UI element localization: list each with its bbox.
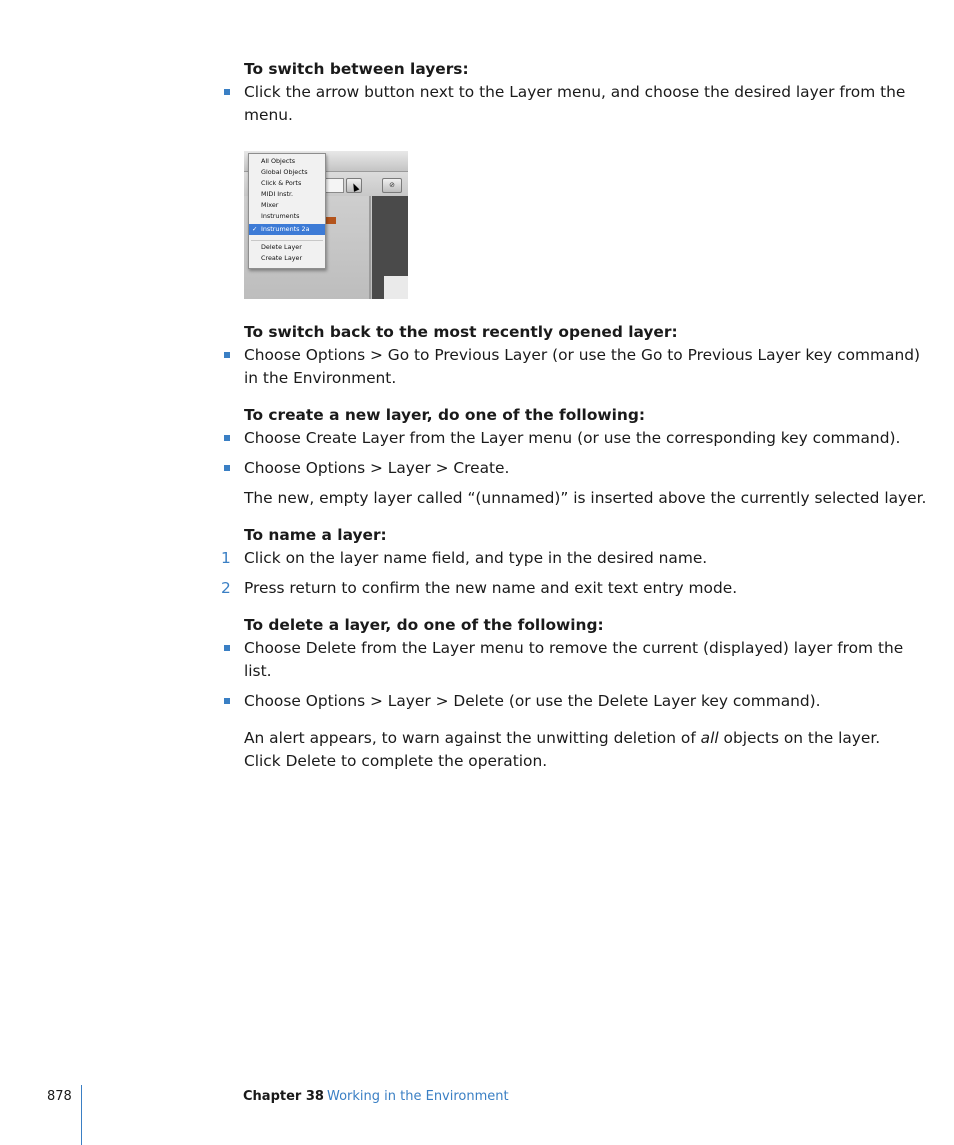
menu-item-instruments-2a[interactable]: ✓ Instruments 2a bbox=[249, 224, 325, 235]
menu-separator bbox=[251, 240, 323, 241]
delete-alert-line1: An alert appears, to warn against the unwitting deletion of all objects on the layer. bbox=[244, 729, 881, 747]
menu-item-delete-layer[interactable]: Delete Layer bbox=[261, 243, 302, 251]
object-icon bbox=[326, 217, 336, 224]
back-bullet-line2: in the Environment. bbox=[244, 369, 397, 387]
bullet-marker bbox=[224, 89, 230, 95]
selected-object-band bbox=[326, 225, 366, 233]
menu-item-instruments[interactable]: Instruments bbox=[261, 212, 300, 220]
menu-item-all-objects[interactable]: All Objects bbox=[261, 157, 296, 165]
pane-divider bbox=[369, 196, 371, 299]
create-bullet-2: Choose Options > Layer > Create. bbox=[244, 459, 510, 477]
bullet-marker bbox=[224, 352, 230, 358]
bullet-marker bbox=[224, 465, 230, 471]
create-bullet-1: Choose Create Layer from the Layer menu (or use the corresponding key command). bbox=[244, 429, 901, 447]
delete-bullet-1-line2: list. bbox=[244, 662, 272, 680]
heading-name-layer: To name a layer: bbox=[244, 526, 387, 544]
menu-item-midi-instr[interactable]: MIDI Instr. bbox=[261, 190, 294, 198]
menu-item-create-layer[interactable]: Create Layer bbox=[261, 254, 303, 262]
footer-chapter-title-link[interactable]: Working in the Environment bbox=[327, 1089, 509, 1104]
bullet-marker bbox=[224, 645, 230, 651]
switch-bullet-line1: Click the arrow button next to the Layer menu, and choose the desired layer from the bbox=[244, 83, 906, 101]
delete-bullet-2: Choose Options > Layer > Delete (or use the Delete Layer key command). bbox=[244, 692, 821, 710]
delete-bullet-1-line1: Choose Delete from the Layer menu to remove the current (displayed) layer from the bbox=[244, 639, 904, 657]
layer-menu bbox=[248, 153, 326, 269]
name-step-2: Press return to confirm the new name and exit text entry mode. bbox=[244, 579, 738, 597]
layer-menu-screenshot bbox=[244, 151, 408, 299]
heading-switch-back: To switch back to the most recently opened layer: bbox=[244, 323, 678, 341]
create-note: The new, empty layer called “(unnamed)” is inserted above the currently selected layer. bbox=[244, 489, 927, 507]
menu-item-global-objects[interactable]: Global Objects bbox=[261, 168, 308, 176]
name-step-1: Click on the layer name field, and type in the desired name. bbox=[244, 549, 708, 567]
delete-alert-line2: Click Delete to complete the operation. bbox=[244, 752, 548, 770]
heading-create-layer: To create a new layer, do one of the following: bbox=[244, 406, 646, 424]
heading-delete-layer: To delete a layer, do one of the following: bbox=[244, 616, 604, 634]
page-number: 878 bbox=[47, 1089, 72, 1104]
link-icon[interactable]: ⊘ bbox=[382, 178, 402, 193]
heading-switch-layers: To switch between layers: bbox=[244, 60, 469, 78]
step-number: 2 bbox=[221, 579, 231, 597]
switch-bullet-line2: menu. bbox=[244, 106, 293, 124]
footer-divider bbox=[81, 1085, 82, 1145]
environment-pane bbox=[372, 196, 408, 299]
emphasis-all: all bbox=[700, 729, 719, 747]
footer-chapter: Chapter 38 bbox=[243, 1089, 324, 1104]
menu-item-click-ports[interactable]: Click & Ports bbox=[261, 179, 302, 187]
back-bullet-line1: Choose Options > Go to Previous Layer (or use the Go to Previous Layer key command) bbox=[244, 346, 920, 364]
checkmark-icon: ✓ bbox=[252, 225, 258, 233]
menu-item-mixer[interactable]: Mixer bbox=[261, 201, 279, 209]
bullet-marker bbox=[224, 435, 230, 441]
bullet-marker bbox=[224, 698, 230, 704]
step-number: 1 bbox=[221, 549, 231, 567]
